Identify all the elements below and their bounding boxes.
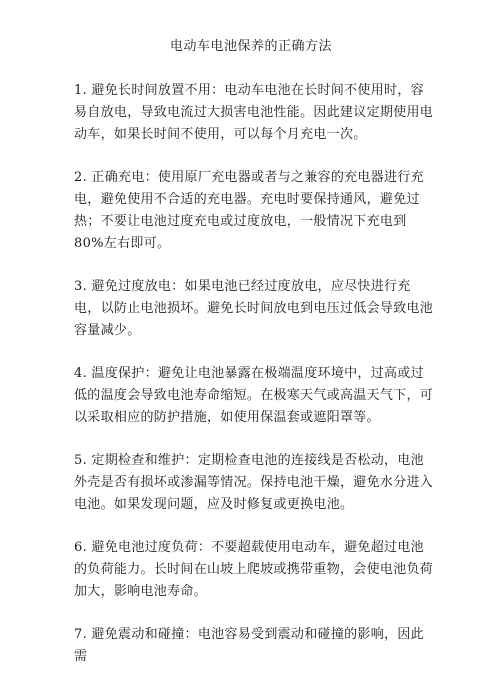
paragraph-1: 1. 避免长时间放置不用：电动车电池在长时间不使用时，容易自放电，导致电流过大损害电池性能。因此建议定期使用电动车，如果长时间不使用，可以每个月充电一次。 xyxy=(74,83,434,142)
document-body xyxy=(74,80,436,689)
paragraph-4: 4. 温度保护：避免让电池暴露在极端温度环境中，过高或过低的温度会导致电池寿命缩短。在极寒天气或高温天气下，可以采取相应的防护措施，如使用保温套或遮阳罩等。 xyxy=(74,366,434,425)
paragraph-3: 3. 避免过度放电：如果电池已经过度放电，应尽快进行充电，以防止电池损坏。避免长时间放电到电压过低会导致电池容量减少。 xyxy=(74,279,434,338)
paragraph-5: 5. 定期检查和维护：定期检查电池的连接线是否松动，电池外壳是否有损坏或渗漏等情况。保持电池干燥，避免水分进入电池。如果发现问题，应及时修复或更换电池。 xyxy=(74,453,434,512)
paragraph-6: 6. 避免电池过度负荷：不要超载使用电动车，避免超过电池的负荷能力。长时间在山坡上爬坡或携带重物，会使电池负荷加大，影响电池寿命。 xyxy=(74,540,434,599)
document-title: 电动车电池保养的正确方法 xyxy=(169,39,332,54)
paragraph-2: 2. 正确充电：使用原厂充电器或者与之兼容的充电器进行充电，避免使用不合适的充电器。充电时要保持通风，避免过热；不要让电池过度充电或过度放电，一般情况下充电到 80%左右即可。 xyxy=(74,170,424,251)
paragraph-7: 7. 避免震动和碰撞：电池容易受到震动和碰撞的影响，因此需 xyxy=(74,627,424,664)
